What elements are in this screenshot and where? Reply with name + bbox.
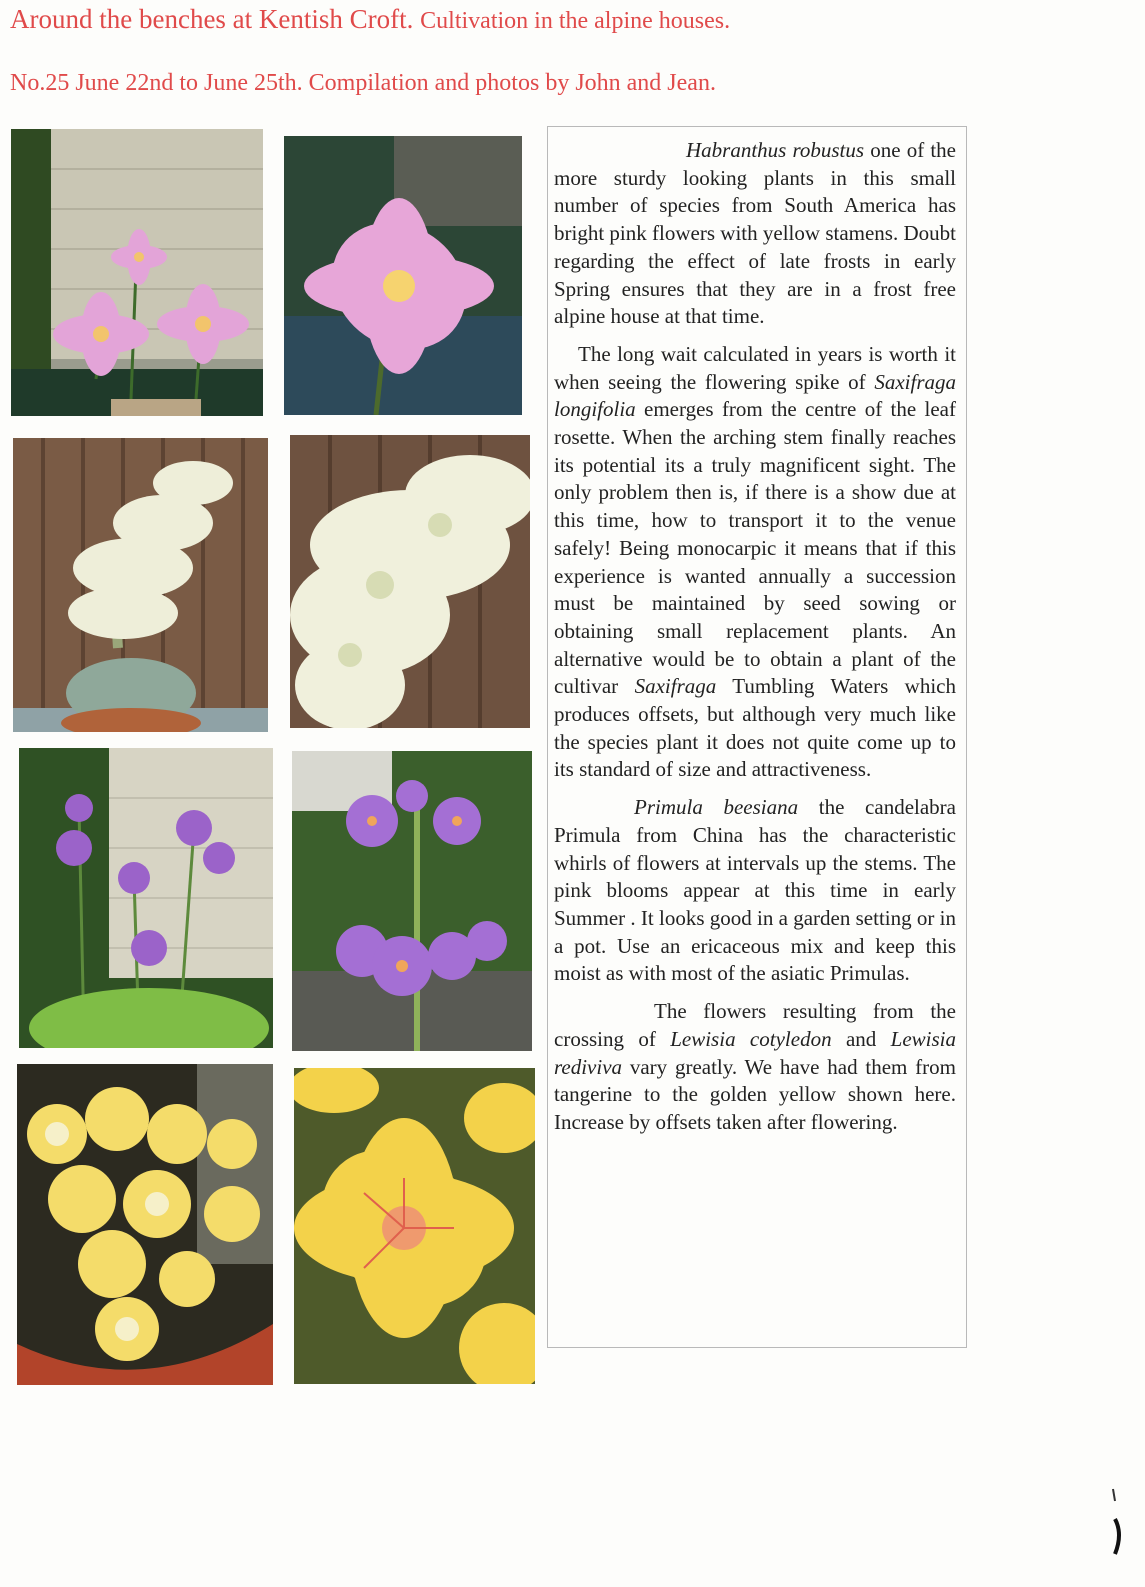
paragraph-text: the candelabra Primula from China has the characteristic whirls of flowers at intervals up the stems. The pink blooms appear at this time in early Summer . It looks good in a garden setting or in a pot. Use an ericaceous mix and keep this moist as with most of the asiatic Primulas.: [554, 795, 956, 986]
species-name: Primula beesiana: [634, 795, 799, 820]
photo-primula-closeup: [292, 751, 532, 1051]
species-name: Lewisia rediviva: [554, 1026, 956, 1079]
paragraph-lewisia: [554, 998, 956, 1137]
photo-primula-plant: [19, 748, 273, 1048]
photo-saxifraga-plant: [13, 438, 268, 732]
title-sub: Cultivation in the alpine houses.: [420, 8, 731, 34]
photo-habranthus-plant: [11, 129, 263, 416]
photo-lewisia-pot: [17, 1064, 273, 1385]
paragraph-text: one of the more sturdy looking plants in this small number of species from South America has bright pink flowers with yellow stamens. Doubt regarding the effect of late frosts in early Spring ensures that they are in a frost free alpine house at that time.: [554, 138, 956, 329]
cultivar-name: Saxifraga: [634, 674, 717, 699]
title-main: Around the benches at Kentish Croft.: [10, 4, 414, 34]
paragraph-text: Tumbling Waters which produces offsets, but although very much like the species plant it does not quite come up to its standard of size and attractiveness.: [554, 674, 956, 782]
paragraph-saxifraga: [554, 341, 956, 784]
species-name: Habranthus robustus: [686, 138, 865, 162]
page-title: [10, 4, 730, 35]
photo-saxifraga-closeup: [290, 435, 530, 728]
photo-lewisia-closeup: [294, 1068, 535, 1384]
species-name: Lewisia cotyledon: [670, 1026, 832, 1051]
paragraph-habranthus: [554, 137, 956, 331]
paragraph-text: vary greatly. We have had them from tangerine to the golden yellow shown here. Increase by offsets taken after flowering.: [554, 1054, 956, 1134]
paragraph-primula: [554, 794, 956, 988]
article-text-box: [547, 126, 967, 1348]
paragraph-text: The long wait calculated in years is worth it when seeing the flowering spike of: [554, 341, 956, 394]
paragraph-text: The flowers resulting from the crossing of: [554, 999, 956, 1051]
species-name: Saxifraga longifolia: [554, 369, 956, 422]
issue-line: No.25 June 22nd to June 25th. Compilation and photos by John and Jean.: [10, 70, 716, 96]
paragraph-text: and: [831, 1026, 891, 1051]
scan-edge-mark: [1107, 1479, 1129, 1559]
photo-habranthus-closeup: [284, 136, 522, 415]
paragraph-text: emerges from the centre of the leaf rosette. When the arching stem finally reaches its potential its a truly magnificent sight. The only problem then is, if there is a show due at this time, how to transport it to the venue safely! Being monocarpic it means that if this experience is wanted annually a succession must be maintained by seed sowing or obtaining small replacement plants. An alternative would be to obtain a plant of the cultivar: [554, 397, 956, 699]
